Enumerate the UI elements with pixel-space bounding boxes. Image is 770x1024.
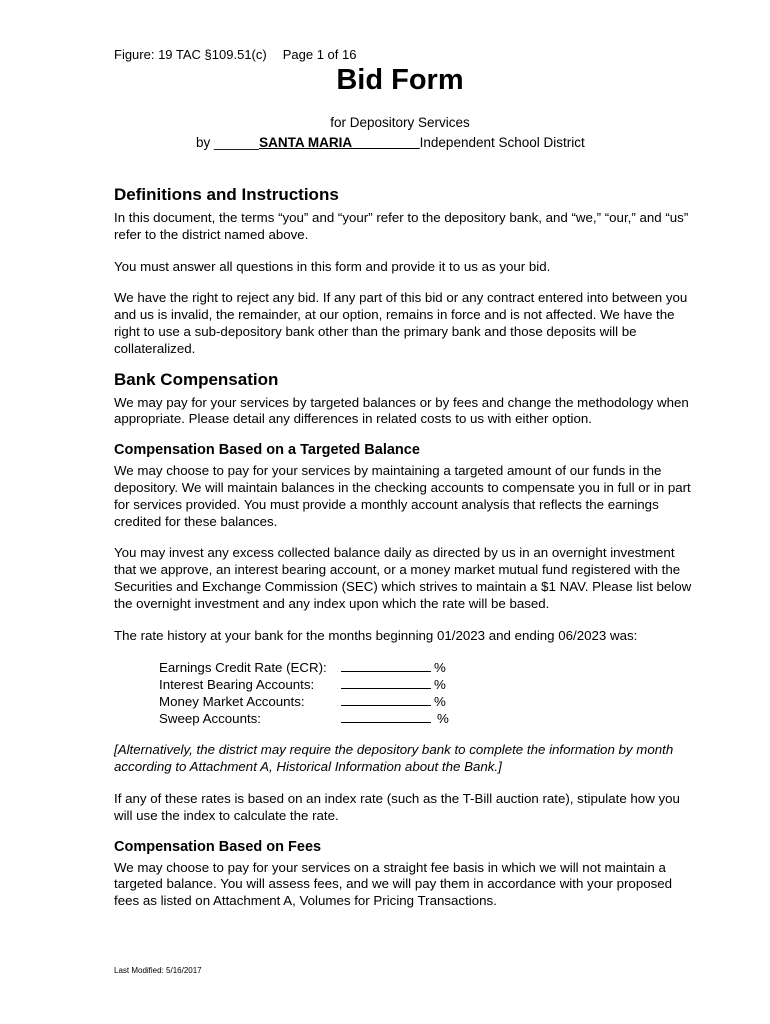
definitions-paragraph-1: In this document, the terms “you” and “your” refer to the depository bank, and “we,” “our,” and “us” refer to the district named above. bbox=[114, 210, 689, 242]
rate-row-money-market bbox=[159, 693, 694, 710]
byline-blank-2: _________ bbox=[352, 135, 420, 150]
rate-blank-field[interactable] bbox=[341, 659, 431, 672]
definitions-heading: Definitions and Instructions bbox=[114, 185, 339, 204]
byline bbox=[196, 135, 585, 150]
rate-history-list bbox=[159, 659, 694, 727]
definitions-paragraph-2: You must answer all questions in this form and provide it to us as your bid. bbox=[114, 258, 551, 274]
bank-compensation-paragraph: We may pay for your services by targeted balances or by fees and change the methodology when appropriate. Please detail any differences in related costs to us with either option. bbox=[114, 394, 689, 427]
targeted-paragraph-5: If any of these rates is based on an index rate (such as the T-Bill auction rate), stipulate how you will use the index to calculate the rate. bbox=[114, 790, 680, 823]
rate-unit: % bbox=[434, 694, 446, 710]
rate-row-ecr bbox=[159, 659, 694, 676]
targeted-paragraph-3: The rate history at your bank for the months beginning 01/2023 and ending 06/2023 was: bbox=[114, 627, 638, 643]
district-name: SANTA MARIA bbox=[259, 135, 353, 150]
byline-suffix: Independent School District bbox=[419, 135, 585, 150]
rate-label: Money Market Accounts: bbox=[159, 694, 305, 710]
rate-label: Interest Bearing Accounts: bbox=[159, 677, 315, 693]
fees-paragraph: We may choose to pay for your services on a straight fee basis in which we will not maintain a targeted balance. You will assess fees, and we will pay them in accordance with your proposed fees as listed on Attachment A, Volumes for Pricing Transactions. bbox=[114, 859, 673, 909]
rate-row-interest-bearing bbox=[159, 676, 694, 693]
document-body bbox=[114, 184, 694, 925]
rate-blank-field[interactable] bbox=[341, 710, 431, 723]
rate-label: Sweep Accounts: bbox=[159, 711, 262, 727]
targeted-paragraph-1: We may choose to pay for your services by maintaining a targeted amount of our funds in the depository. We will maintain balances in the checking accounts to compensate you in full or in part for services provided. You must provide a monthly account analysis that reflects the earnings credited for these balances. bbox=[114, 463, 691, 529]
figure-reference: Figure: 19 TAC §109.51(c) bbox=[114, 47, 267, 62]
rate-blank-field[interactable] bbox=[341, 693, 431, 706]
page-subtitle: for Depository Services bbox=[330, 115, 470, 130]
bank-compensation-heading: Bank Compensation bbox=[114, 369, 279, 389]
page-header bbox=[114, 47, 356, 62]
rate-unit: % bbox=[434, 660, 446, 676]
rate-blank-field[interactable] bbox=[341, 676, 431, 689]
targeted-paragraph-2: You may invest any excess collected balance daily as directed by us in an overnight investment that we approve, an interest bearing account, or a money market mutual fund registered with the Securities and Exchange Commission (SEC) which strives to maintain a $1 NAV. Please list below the overnight investment and any index upon which the rate will be based. bbox=[114, 545, 692, 611]
rate-unit: % bbox=[437, 711, 449, 727]
rate-unit: % bbox=[434, 677, 446, 693]
page-title: Bid Form bbox=[336, 64, 464, 96]
page-number: Page 1 of 16 bbox=[282, 47, 357, 62]
targeted-balance-heading: Compensation Based on a Targeted Balance bbox=[114, 442, 420, 459]
fees-heading: Compensation Based on Fees bbox=[114, 838, 322, 855]
rate-label: Earnings Credit Rate (ECR): bbox=[159, 660, 327, 676]
byline-blank: ____ bbox=[229, 135, 260, 150]
last-modified-footer: Last Modified: 5/16/2017 bbox=[114, 966, 202, 975]
rate-row-sweep bbox=[159, 710, 694, 727]
byline-prefix: by __ bbox=[196, 135, 230, 150]
definitions-paragraph-3: We have the right to reject any bid. If any part of this bid or any contract entered into between you and us is invalid, the remainder, at our option, remains in force and is not affected. We have the right to use a sub-depository bank other than the primary bank and those deposits will be collateralized. bbox=[114, 290, 688, 356]
alternative-note: [Alternatively, the district may require the depository bank to complete the information by month according to Attachment A, Historical Information about the Bank.] bbox=[114, 742, 674, 775]
